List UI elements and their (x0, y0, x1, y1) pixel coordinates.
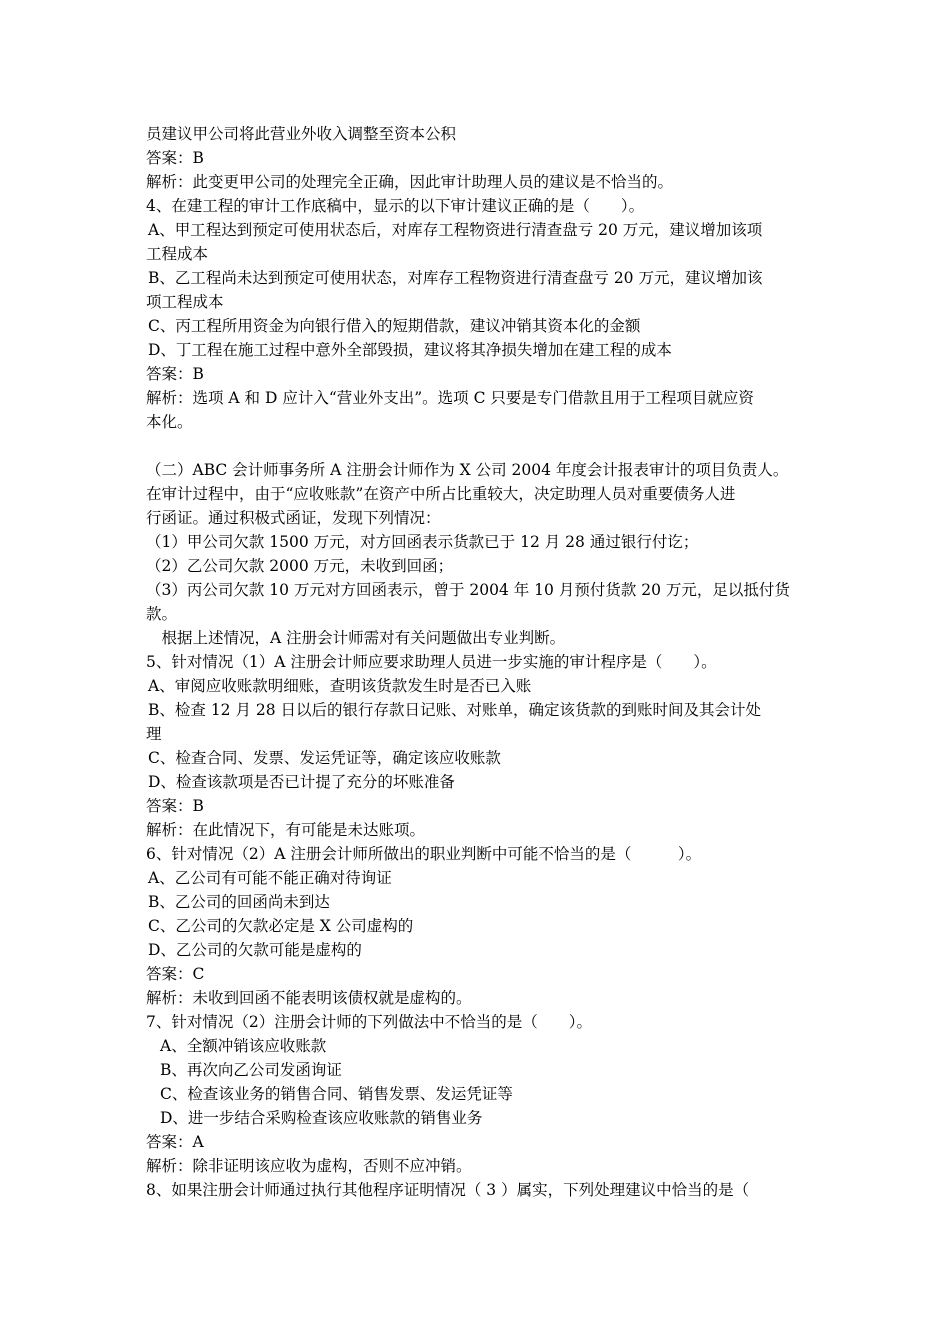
text-line: 员建议甲公司将此营业外收入调整至资本公积 (146, 125, 457, 143)
blank-line (146, 434, 826, 458)
text-line: B、乙公司的回函尚未到达 (148, 893, 330, 911)
text-line: 5、针对情况（1）A 注册会计师应要求助理人员进一步实施的审计程序是（ ）。 (146, 653, 717, 671)
text-line: （3）丙公司欠款 10 万元对方回函表示，曾于 2004 年 10 月预付货款 20 万元，足以抵付货 (146, 581, 790, 599)
text-line: C、检查该业务的销售合同、销售发票、发运凭证等 (160, 1085, 513, 1103)
text-line: A、甲工程达到预定可使用状态后，对库存工程物资进行清查盘亏 20 万元，建议增加该项 (148, 221, 763, 239)
text-line: B、乙工程尚未达到预定可使用状态，对库存工程物资进行清查盘亏 20 万元，建议增加该 (148, 269, 763, 287)
text-line: 答案：B (146, 149, 204, 167)
text-line: 工程成本 (146, 245, 209, 263)
text-line: 根据上述情况，A 注册会计师需对有关问题做出专业判断。 (146, 629, 566, 647)
text-line: D、进一步结合采购检查该应收账款的销售业务 (160, 1109, 483, 1127)
text-line: 行函证。通过积极式函证，发现下列情况： (146, 509, 441, 527)
text-line: C、乙公司的欠款必定是 X 公司虚构的 (148, 917, 414, 935)
text-line: （1）甲公司欠款 1500 万元，对方回函表示货款已于 12 月 28 通过银行付讫； (146, 533, 699, 551)
text-line: 在审计过程中，由于“应收账款”在资产中所占比重较大，决定助理人员对重要债务人进 (146, 485, 736, 503)
text-line: 4、在建工程的审计工作底稿中，显示的以下审计建议正确的是（ ）。 (146, 197, 645, 215)
text-line: A、全额冲销该应收账款 (160, 1037, 327, 1055)
text-line: 解析：在此情况下，有可能是未达账项。 (146, 821, 426, 839)
text-line: 理 (146, 725, 162, 743)
text-line: 答案：C (146, 965, 205, 983)
text-line: （二）ABC 会计师事务所 A 注册会计师作为 X 公司 2004 年度会计报表审计的项目负责人。 (146, 461, 789, 479)
text-line: 解析：未收到回函不能表明该债权就是虚构的。 (146, 989, 472, 1007)
document-page (146, 122, 826, 1202)
text-line: 款。 (146, 605, 178, 623)
text-line: （2）乙公司欠款 2000 万元，未收到回函； (146, 557, 454, 575)
text-line: A、乙公司有可能不能正确对待询证 (148, 869, 392, 887)
text-line: C、丙工程所用资金为向银行借入的短期借款，建议冲销其资本化的金额 (148, 317, 641, 335)
text-line: D、丁工程在施工过程中意外全部毁损，建议将其净损失增加在建工程的成本 (148, 341, 672, 359)
text-line: 解析：除非证明该应收为虚构，否则不应冲销。 (146, 1157, 472, 1175)
text-line: 解析：选项 A 和 D 应计入“营业外支出”。选项 C 只要是专门借款且用于工程项目就应资 (146, 389, 754, 407)
text-line: 项工程成本 (146, 293, 224, 311)
text-line: 8、如果注册会计师通过执行其他程序证明情况（ 3 ）属实，下列处理建议中恰当的是（ (146, 1181, 750, 1199)
text-line: D、乙公司的欠款可能是虚构的 (148, 941, 362, 959)
text-line: A、审阅应收账款明细账，查明该货款发生时是否已入账 (148, 677, 532, 695)
text-line: 6、针对情况（2）A 注册会计师所做出的职业判断中可能不恰当的是（ ）。 (146, 845, 702, 863)
text-line: 7、针对情况（2）注册会计师的下列做法中不恰当的是（ ）。 (146, 1013, 592, 1031)
text-line: B、再次向乙公司发函询证 (160, 1061, 342, 1079)
text-line: D、检查该款项是否已计提了充分的坏账准备 (148, 773, 455, 791)
text-line: 解析：此变更甲公司的处理完全正确，因此审计助理人员的建议是不恰当的。 (146, 173, 674, 191)
text-line: C、检查合同、发票、发运凭证等，确定该应收账款 (148, 749, 501, 767)
text-line: 答案：A (146, 1133, 204, 1151)
text-line: B、检查 12 月 28 日以后的银行存款日记账、对账单，确定该货款的到账时间及其会计处 (148, 701, 762, 719)
text-line: 答案：B (146, 365, 204, 383)
text-line: 答案：B (146, 797, 204, 815)
text-line: 本化。 (146, 413, 193, 431)
